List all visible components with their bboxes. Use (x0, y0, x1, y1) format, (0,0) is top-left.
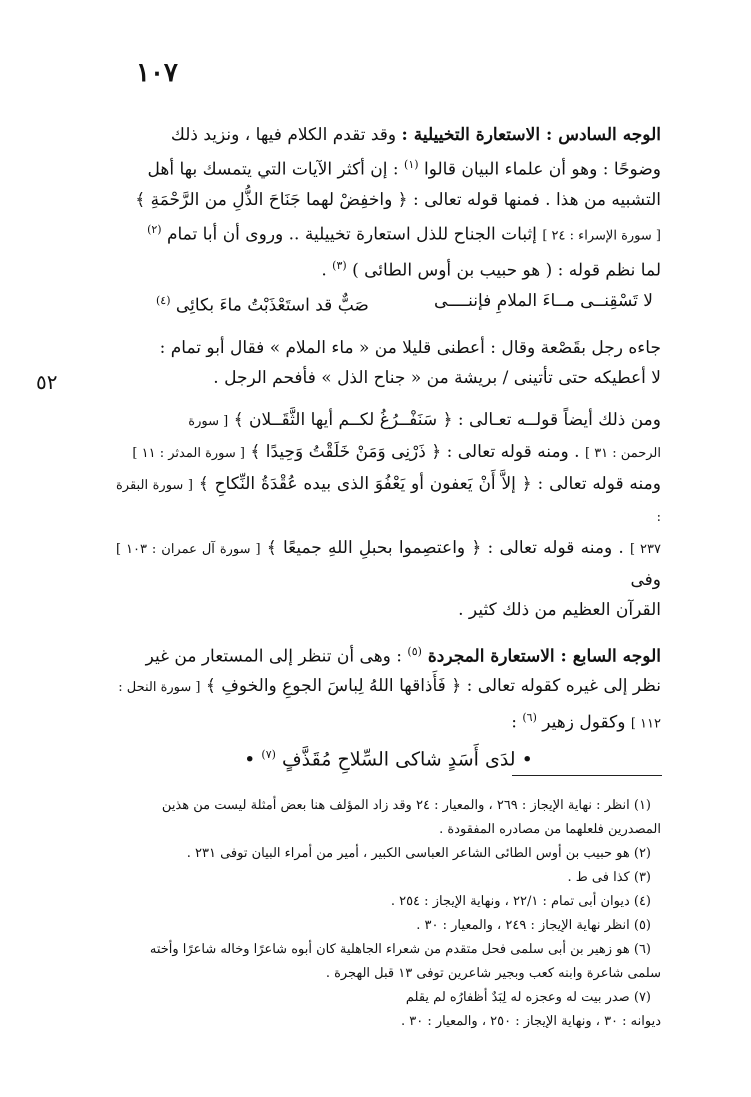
poem-verse: • لدَى أَسَدٍ شاكى السِّلاحِ مُقَذَّفٍ $^{(٧)}$ • (244, 747, 533, 771)
paragraph-line: لما نظم قوله : ( هو حبيب بن أوس الطائى ) $^{(٣)}$ . (321, 259, 661, 281)
quran-citation: [ سورة المدثر : ١١ ] (132, 445, 245, 461)
verse-second-hemistich: صَبٌّ قد استَعْذَبْتُ ماءَ بكائِى $^{(٤)}$ (156, 293, 369, 316)
paragraph-line: [ سورة الإسراء : ٢٤ ] إثبات الجناح للذل استعارة تخييلية .. وروى أن أبا تمام $^{(٢)}$ (147, 222, 661, 245)
paragraph-line: نظر إلى غيره كقوله تعالى : ﴿ فَأَذاقها اللهُ لِباسَ الجوعِ والخوفِ ﴾ [ سورة النحل : (118, 676, 661, 697)
footnote-ref[interactable]: (٤) (156, 293, 171, 307)
footnote-item: المصدرين فلعلهما من مصادره المفقودة . (439, 822, 661, 837)
poem-verse (116, 286, 661, 321)
footnotes (116, 794, 661, 1034)
section-heading: الوجه السابع : الاستعارة المجردة (421, 646, 661, 667)
page-number: ١٠٧ (136, 58, 178, 88)
footnote-item: سلمى شاعرة وابنه كعب وبجير شاعرين توفى ١٣ قبل الهجرة . (325, 966, 661, 981)
main-text (116, 120, 661, 774)
paragraph-line: التشبيه من هذا . فمنها قوله تعالى : ﴿ واخفِضْ لهما جَنَاحَ الذُّلِ من الرَّحْمَةِ ﴾ (135, 189, 661, 210)
paragraph-line: الوجه السابع : الاستعارة المجردة $^{(٥)}$ : وهى أن تنظر إلى المستعار من غير (145, 644, 661, 667)
footnote-ref[interactable]: (٢) (147, 222, 162, 236)
footnote-ref[interactable]: (١) (404, 158, 419, 171)
paragraph-line: جاءه رجل بقَصْعة وقال : أعطنى قليلا من « ماء الملام » فقال أبو تمام : (159, 337, 661, 358)
footnote-item: (٢) هو حبيب بن أوس الطائى الشاعر العباسى الكبير ، أمير من أمراء البيان توفى ٢٣١ . (186, 846, 651, 861)
paragraph-line: الرحمن : ٣١ ] . ومنه قوله تعالى : ﴿ ذَرْنِى وَمَنْ خَلَقْتُ وَحِيدًا ﴾ [ سورة المدثر : ١١ ] (132, 441, 661, 462)
footnote-item: (٥) انظر نهاية الإيجاز : ٢٤٩ ، والمعيار : ٣٠ . (416, 918, 651, 933)
footnote-item: (١) انظر : نهاية الإيجاز : ٢٦٩ ، والمعيار : ٢٤ وقد زاد المؤلف هنا بعض أمثلة ليست من هذين (161, 798, 651, 813)
footnote-ref[interactable]: (٧) (261, 747, 276, 761)
quran-citation: [ سورة النحل : (118, 680, 201, 696)
paragraph-line: ومن ذلك أيضاً قولــه تعـالى : ﴿ سَنَفْــرُغُ لكــم أيها الثَّقَــلان ﴾ [ سورة (188, 409, 661, 430)
section-heading: الوجه السادس : الاستعارة التخييلية : (401, 125, 661, 145)
footnote-item: ديوانه : ٣٠ ، ونهاية الإيجاز : ٢٥٠ ، والمعيار : ٣٠ . (401, 1014, 661, 1029)
paragraph-line: لا أعطيكه حتى تأتينى / بريشة من « جناح الذل » فأفحم الرجل . (213, 367, 661, 388)
paragraph-line: الوجه السادس : الاستعارة التخييلية : وقد تقدم الكلام فيها ، ونزيد ذلك (170, 125, 661, 145)
margin-page-marker: ٥٢ (36, 370, 58, 394)
quran-citation: [ سورة البقرة : (116, 477, 661, 525)
paragraph-line: ٢٣٧ ] . ومنه قوله تعالى : ﴿ واعتصِموا بحبلِ اللهِ جميعًا ﴾ [ سورة آل عمران : ١٠٣ ] وفى (116, 537, 661, 590)
quran-citation: [ سورة آل عمران : ١٠٣ ] (116, 541, 261, 557)
paragraph-line: وضوحًا : وهو أن علماء البيان قالوا $^{(١)}$ : إن أكثر الآيات التي يتمسك بها أهل (147, 158, 661, 180)
paragraph-line: القرآن العظيم من ذلك كثير . (458, 599, 661, 620)
quran-citation: [ سورة الإسراء : ٢٤ ] (542, 228, 661, 244)
footnote-item: (٣) كذا فى ط . (567, 870, 651, 885)
quran-citation: ١١٢ ] (630, 716, 661, 732)
footnote-item: (٧) صدر بيت له وعجزه له لِبَدٌ أظفارُه لم يقلم (405, 990, 651, 1005)
footnote-ref[interactable]: (٥) (407, 644, 422, 658)
paragraph-line: ١١٢ ] وكقول زهير $^{(٦)}$ : (511, 711, 661, 733)
footnote-ref[interactable]: (٦) (522, 711, 537, 725)
footnote-ref[interactable]: (٣) (332, 259, 347, 273)
footnote-item: (٦) هو زهير بن أبى سلمى فحل متقدم من شعراء الجاهلية كان أبوه شاعرًا وخاله شاعرًا وأخته (149, 942, 651, 957)
footnote-item: (٤) ديوان أبى تمام : ٢٢/١ ، ونهاية الإيجاز : ٢٥٤ . (390, 894, 651, 909)
quran-citation: الرحمن : ٣١ ] (584, 445, 661, 461)
verse-first-hemistich: لا تَسْقِنــى مــاءَ الملامِ فإننــــى (434, 290, 653, 311)
paragraph-line: ومنه قوله تعالى : ﴿ إلاَّ أَنْ يَعفون أو يَعْفُوَ الذى بيده عُقْدَةُ النِّكاحِ ﴾ [ سورة البقرة : (116, 473, 661, 525)
quran-citation: ٢٣٧ ] (630, 541, 661, 557)
footnote-divider (512, 775, 662, 776)
quran-citation: [ سورة (188, 413, 229, 429)
